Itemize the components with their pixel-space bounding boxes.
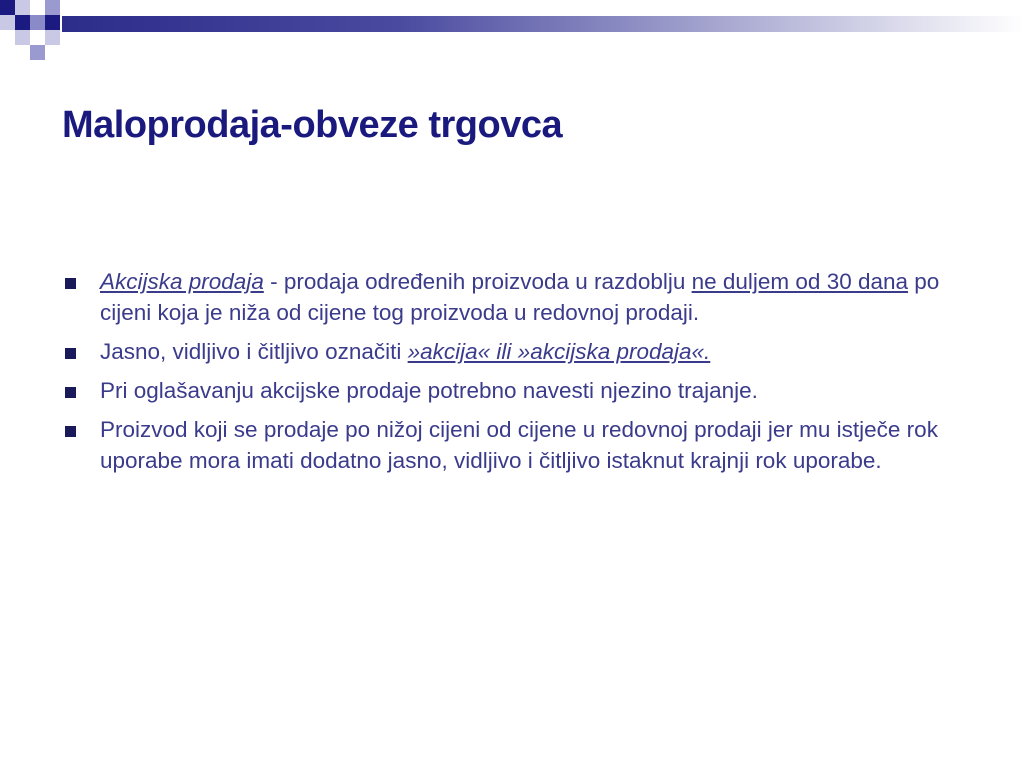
bullet-item xyxy=(62,375,962,406)
deco-square xyxy=(15,0,30,15)
deco-square xyxy=(30,15,45,30)
bullet-text: po cijeni koja je niža od cijene tog proizvoda u redovnoj prodaji. xyxy=(100,269,940,325)
deco-square xyxy=(30,0,45,15)
deco-square xyxy=(45,0,60,15)
header-gradient-bar xyxy=(62,16,1024,32)
deco-square xyxy=(15,30,30,45)
slide-title: Maloprodaja-obveze trgovca xyxy=(62,104,563,146)
bullet-text: - prodaja određenih proizvoda u razdoblju xyxy=(263,269,692,294)
term-link[interactable]: Akcijska prodaja xyxy=(100,269,264,294)
bullet-item xyxy=(62,414,962,476)
duration-link[interactable]: ne duljem od 30 dana xyxy=(691,269,909,294)
bullet-square-icon xyxy=(65,348,76,359)
label-link[interactable]: »akcija« ili »akcijska prodaja«. xyxy=(407,339,711,364)
bullet-square-icon xyxy=(65,387,76,398)
bullet-text: Proizvod koji se prodaje po nižoj cijeni od cijene u redovnoj prodaji jer mu istječe rok uporabe mora imati dodatno jasno, vidljivo i čitljivo istaknut krajnji rok uporabe. xyxy=(100,417,938,473)
bullet-item xyxy=(62,336,962,367)
bullet-square-icon xyxy=(65,278,76,289)
bullet-text: Jasno, vidljivo i čitljivo označiti xyxy=(100,339,408,364)
deco-square xyxy=(15,15,30,30)
deco-square xyxy=(0,0,15,15)
bullet-item xyxy=(62,266,962,328)
deco-square xyxy=(45,15,60,30)
deco-square xyxy=(30,45,45,60)
header-decoration xyxy=(0,0,1024,64)
deco-square xyxy=(0,15,15,30)
bullet-square-icon xyxy=(65,426,76,437)
bullet-text: Pri oglašavanju akcijske prodaje potrebno navesti njezino trajanje. xyxy=(100,378,758,403)
bullet-list xyxy=(62,266,962,484)
deco-square xyxy=(45,30,60,45)
